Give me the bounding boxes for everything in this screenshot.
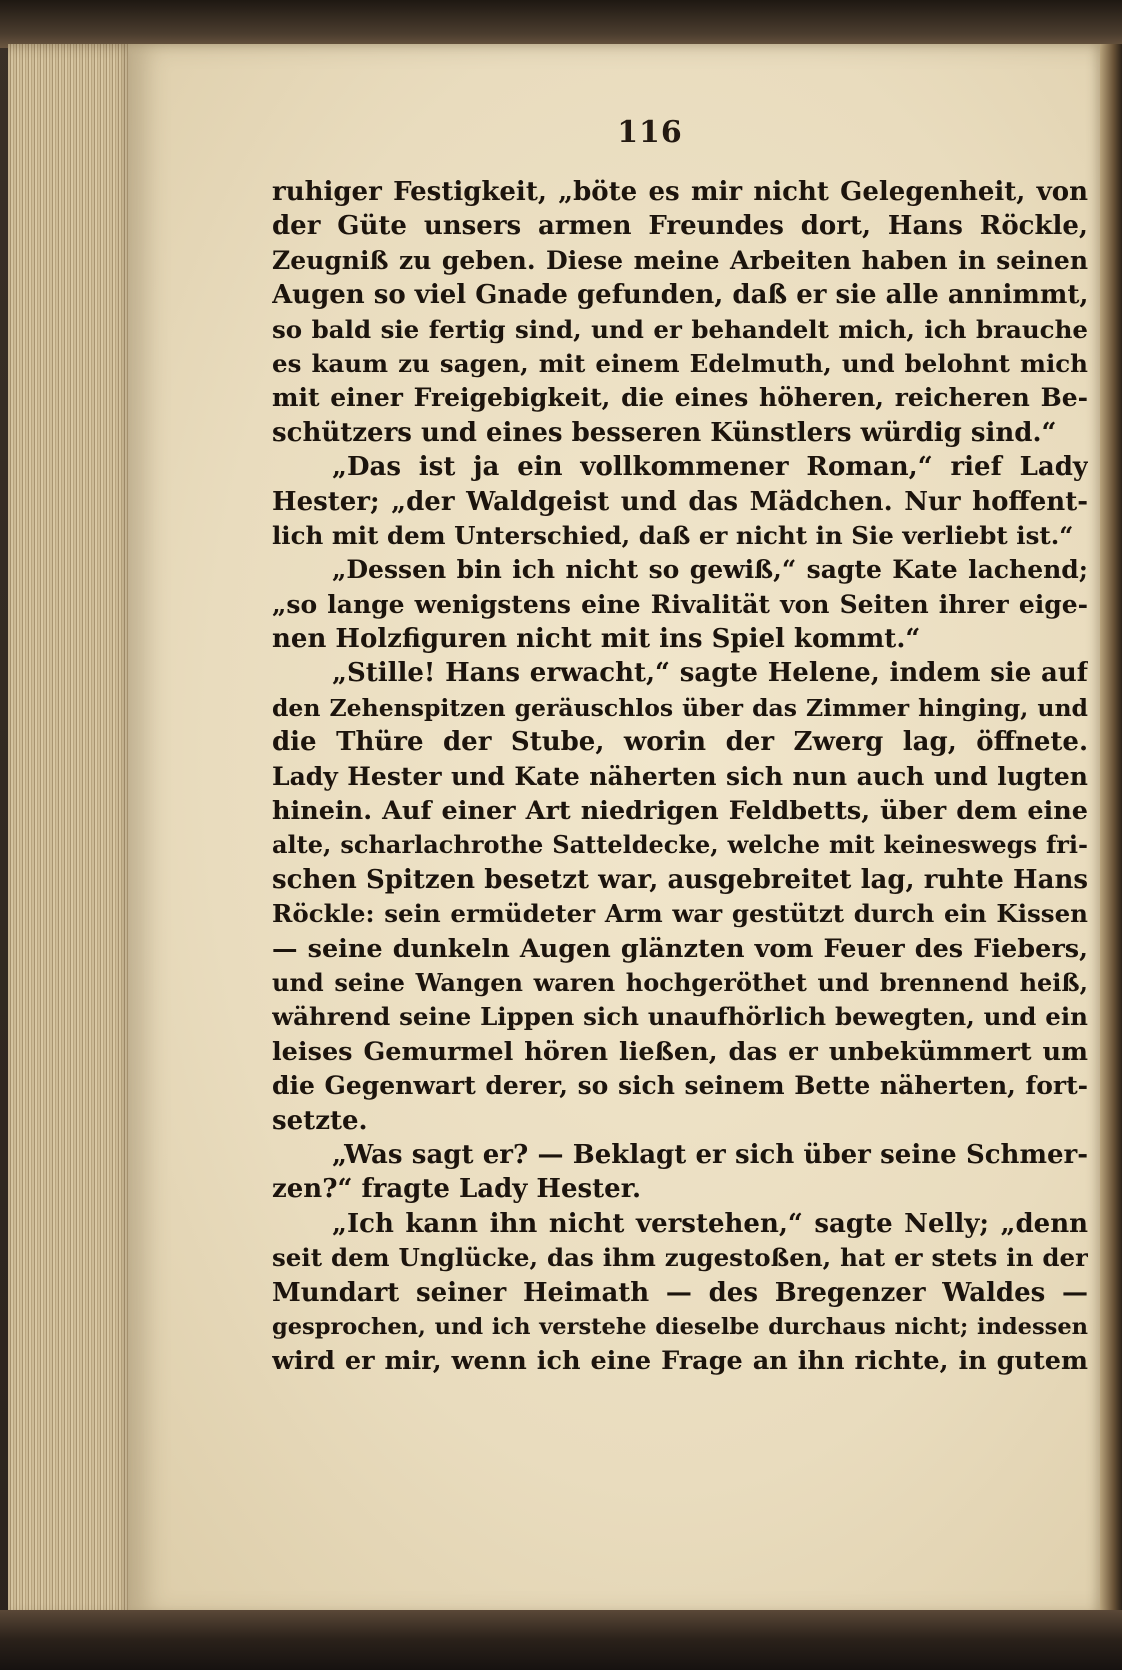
text-line: „Was sagt er? — Beklagt er sich über seine Schmer- (332, 1139, 1088, 1170)
text-line: schen Spitzen besetzt war, ausgebreitet lag, ruhte Hans (272, 864, 1088, 895)
text-line: „Stille! Hans erwacht,“ sagte Helene, indem sie auf (332, 658, 1088, 689)
text-line: seit dem Unglücke, das ihm zugestoßen, hat er stets in der (272, 1243, 1088, 1273)
text-line: Mundart seiner Heimath — des Bregenzer Waldes — (272, 1277, 1088, 1308)
text-line: den Zehenspitzen geräuschlos über das Zimmer hinging, und (272, 693, 1088, 722)
text-line: „Dessen bin ich nicht so gewiß,“ sagte Kate lachend; (332, 555, 1088, 585)
text-line: während seine Lippen sich unaufhörlich bewegten, und ein (272, 1002, 1088, 1032)
text-line: — seine dunkeln Augen glänzten vom Feuer des Fiebers, (272, 933, 1088, 964)
text-line: nen Holzfiguren nicht mit ins Spiel kommt.“ (272, 624, 921, 655)
book-cover-bottom (0, 1610, 1122, 1670)
text-line: „Das ist ja ein vollkommener Roman,“ rief Lady (332, 452, 1088, 483)
text-line: so bald sie fertig sind, und er behandelt mich, ich brauche (272, 314, 1088, 344)
text-line: Lady Hester und Kate näherten sich nun auch und lugten (272, 761, 1088, 791)
text-line: gesprochen, und ich verstehe dieselbe durchaus nicht; indessen (272, 1313, 1088, 1340)
text-line: „so lange wenigstens eine Rivalität von Seiten ihrer eige- (272, 589, 1088, 619)
book-cover-top (0, 0, 1122, 48)
text-line: die Gegenwart derer, so sich seinem Bette näherten, fort- (272, 1071, 1088, 1101)
text-line: zen?“ fragte Lady Hester. (272, 1174, 642, 1205)
text-line: ruhiger Festigkeit, „böte es mir nicht Gelegenheit, von (272, 177, 1088, 207)
text-line: Augen so viel Gnade gefunden, daß er sie alle annimmt, (272, 280, 1088, 311)
page-edges (8, 44, 138, 1619)
text-line: Röckle: sein ermüdeter Arm war gestützt durch ein Kissen (272, 899, 1088, 929)
text-line: alte, scharlachrothe Satteldecke, welche mit keineswegs fri- (272, 830, 1088, 860)
text-line: „Ich kann ihn nicht verstehen,“ sagte Nelly; „denn (332, 1208, 1088, 1239)
text-line: Zeugniß zu geben. Diese meine Arbeiten haben in seinen (272, 245, 1088, 275)
text-line: und seine Wangen waren hochgeröthet und brennend heiß, (272, 967, 1088, 997)
text-line: lich mit dem Unterschied, daß er nicht in Sie verliebt ist.“ (272, 520, 1074, 550)
text-line: Hester; „der Waldgeist und das Mädchen. Nur hoffent- (272, 486, 1088, 517)
text-line: wird er mir, wenn ich eine Frage an ihn richte, in gutem (272, 1346, 1088, 1377)
page-number: 116 (617, 115, 683, 150)
text-line: hinein. Auf einer Art niedrigen Feldbetts, über dem eine (272, 796, 1088, 827)
body-text (272, 175, 1088, 1379)
text-line: die Thüre der Stube, worin der Zwerg lag, öffnete. (272, 727, 1088, 758)
text-line: leises Gemurmel hören ließen, das er unbekümmert um (272, 1036, 1088, 1067)
text-line: es kaum zu sagen, mit einem Edelmuth, und belohnt mich (272, 348, 1088, 378)
text-line: schützers und eines besseren Künstlers würdig sind.“ (272, 417, 1057, 448)
text-line: der Güte unsers armen Freundes dort, Hans Röckle, (272, 211, 1088, 242)
text-line: setzte. (272, 1105, 368, 1136)
page-gutter-shadow (1100, 44, 1122, 1616)
text-line: mit einer Freigebigkeit, die eines höheren, reicheren Be- (272, 383, 1088, 413)
